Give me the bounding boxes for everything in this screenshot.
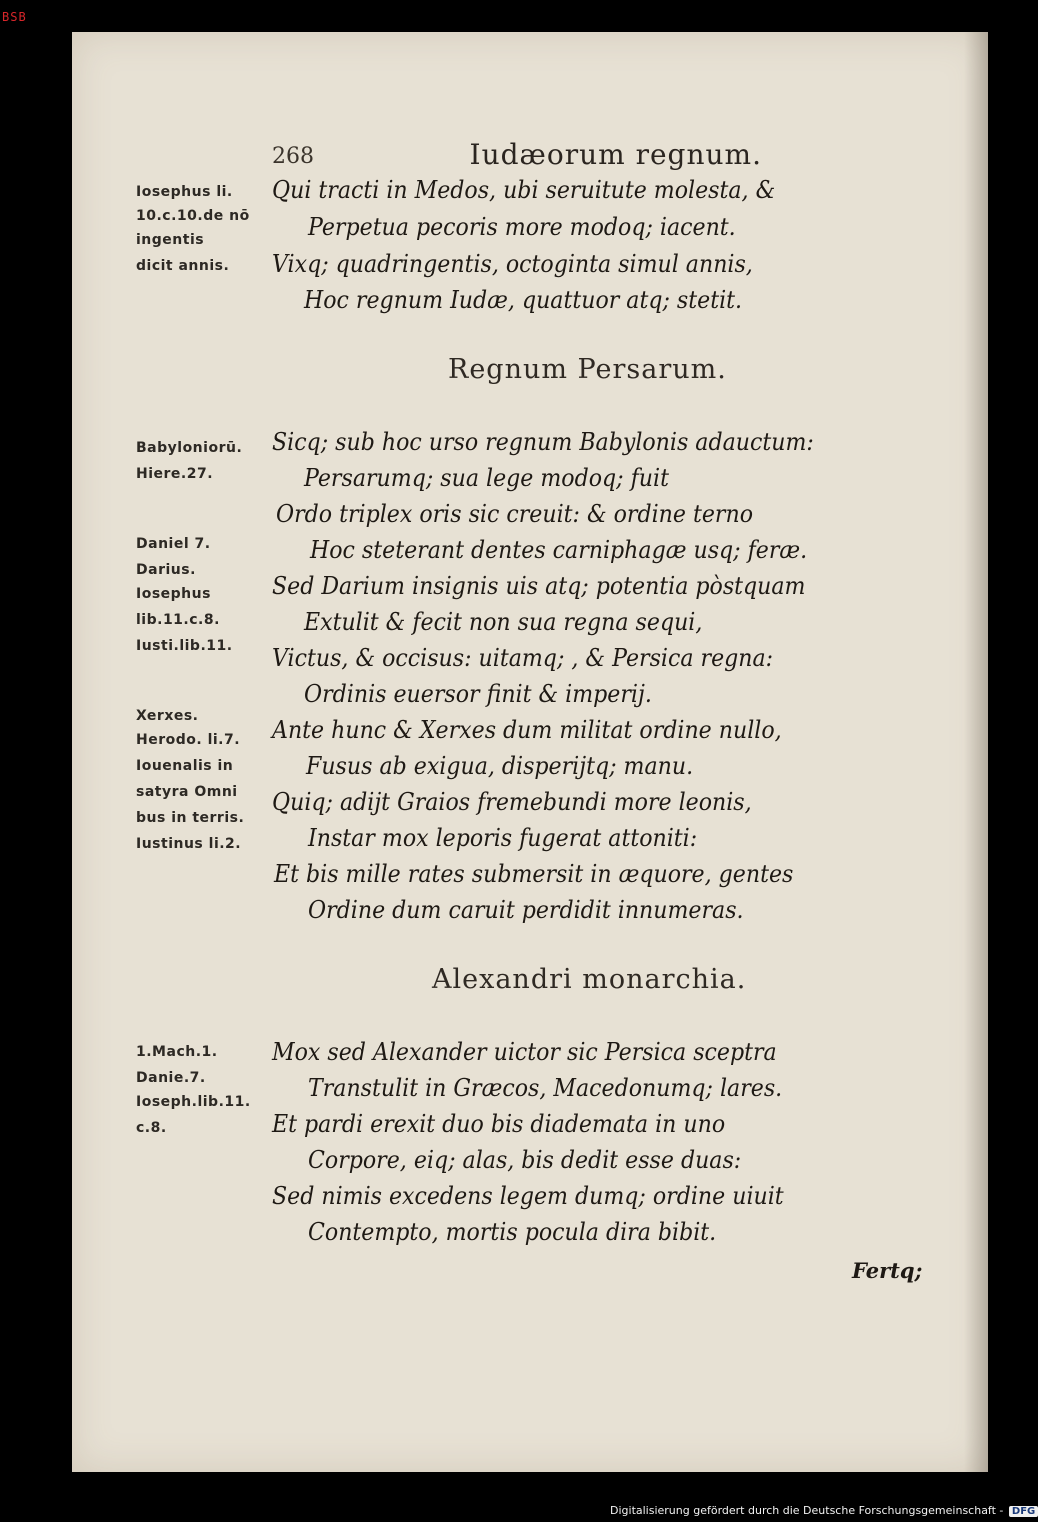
verse-line: Et bis mille rates submersit in æquore, gentes bbox=[274, 860, 794, 888]
running-title: Iudæorum regnum. bbox=[469, 138, 762, 171]
verse-line: Perpetua pecoris more modoq; iacent. bbox=[308, 213, 736, 241]
page-edge-shadow bbox=[964, 32, 988, 1472]
verse-line: Victus, & occisus: uitamq; , & Persica regna: bbox=[272, 644, 774, 672]
margin-note: Darius. bbox=[136, 562, 196, 578]
margin-note: dicit annis. bbox=[136, 258, 230, 274]
margin-note: Iouenalis in bbox=[136, 758, 234, 774]
margin-note: 1.Mach.1. bbox=[136, 1044, 218, 1060]
section-heading-alexandri: Alexandri monarchia. bbox=[432, 964, 747, 995]
section-heading-persarum: Regnum Persarum. bbox=[448, 354, 727, 385]
dfg-logo: DFG bbox=[1009, 1506, 1038, 1517]
margin-note: Daniel 7. bbox=[136, 536, 211, 552]
page-header bbox=[272, 138, 762, 174]
catchword: Fertq; bbox=[852, 1258, 923, 1283]
verse-line: Sicq; sub hoc urso regnum Babylonis adauctum: bbox=[272, 428, 814, 456]
margin-note: 10.c.10.de nō bbox=[136, 208, 250, 224]
verse-line: Hoc steterant dentes carniphagæ usq; feræ. bbox=[310, 536, 808, 564]
verse-line: Instar mox leporis fugerat attoniti: bbox=[308, 824, 698, 852]
margin-note: bus in terris. bbox=[136, 810, 245, 826]
verse-line: Quiq; adijt Graios fremebundi more leonis, bbox=[272, 788, 752, 816]
margin-note: Danie.7. bbox=[136, 1070, 206, 1086]
verse-line: Mox sed Alexander uictor sic Persica sceptra bbox=[272, 1038, 777, 1066]
margin-note: Herodo. li.7. bbox=[136, 732, 241, 748]
verse-line: Sed nimis excedens legem dumq; ordine uiuit bbox=[272, 1182, 784, 1210]
verse-line: Extulit & fecit non sua regna sequi, bbox=[304, 608, 703, 636]
margin-note: Ioseph.lib.11. bbox=[136, 1094, 251, 1110]
footer-text: Digitalisierung gefördert durch die Deutsche Forschungsgemeinschaft - bbox=[610, 1504, 1004, 1517]
verse-line: Ordine dum caruit perdidit innumeras. bbox=[308, 896, 744, 924]
margin-note: c.8. bbox=[136, 1120, 167, 1136]
verse-line: Vixq; quadringentis, octoginta simul annis, bbox=[272, 250, 753, 278]
verse-line: Qui tracti in Medos, ubi seruitute molesta, & bbox=[272, 176, 776, 204]
margin-note: Xerxes. bbox=[136, 708, 199, 724]
margin-note: Iusti.lib.11. bbox=[136, 638, 233, 654]
margin-note: ingentis bbox=[136, 232, 205, 248]
margin-note: satyra Omni bbox=[136, 784, 238, 800]
verse-line: Hoc regnum Iudæ, quattuor atq; stetit. bbox=[304, 286, 743, 314]
verse-line: Et pardi erexit duo bis diademata in uno bbox=[272, 1110, 726, 1138]
page-number: 268 bbox=[272, 144, 314, 169]
verse-line: Transtulit in Græcos, Macedonumq; lares. bbox=[308, 1074, 783, 1102]
verse-line: Corpore, eiq; alas, bis dedit esse duas: bbox=[308, 1146, 742, 1174]
margin-note: Babyloniorū. bbox=[136, 440, 243, 456]
library-mark: BSB bbox=[2, 10, 27, 24]
margin-note: lib.11.c.8. bbox=[136, 612, 220, 628]
verse-line: Ordinis euersor finit & imperij. bbox=[304, 680, 652, 708]
margin-note: Iosephus bbox=[136, 586, 211, 602]
book-page bbox=[72, 32, 988, 1472]
verse-line: Persarumq; sua lege modoq; fuit bbox=[304, 464, 669, 492]
margin-note: Hiere.27. bbox=[136, 466, 214, 482]
verse-line: Contempto, mortis pocula dira bibit. bbox=[308, 1218, 717, 1246]
funding-footer bbox=[610, 1504, 1038, 1517]
margin-note: Iosephus li. bbox=[136, 184, 233, 200]
verse-line: Sed Darium insignis uis atq; potentia pòstquam bbox=[272, 572, 806, 600]
verse-line: Ordo triplex oris sic creuit: & ordine terno bbox=[276, 500, 754, 528]
verse-line: Fusus ab exigua, disperijtq; manu. bbox=[306, 752, 694, 780]
margin-note: Iustinus li.2. bbox=[136, 836, 242, 852]
verse-line: Ante hunc & Xerxes dum militat ordine nullo, bbox=[272, 716, 782, 744]
